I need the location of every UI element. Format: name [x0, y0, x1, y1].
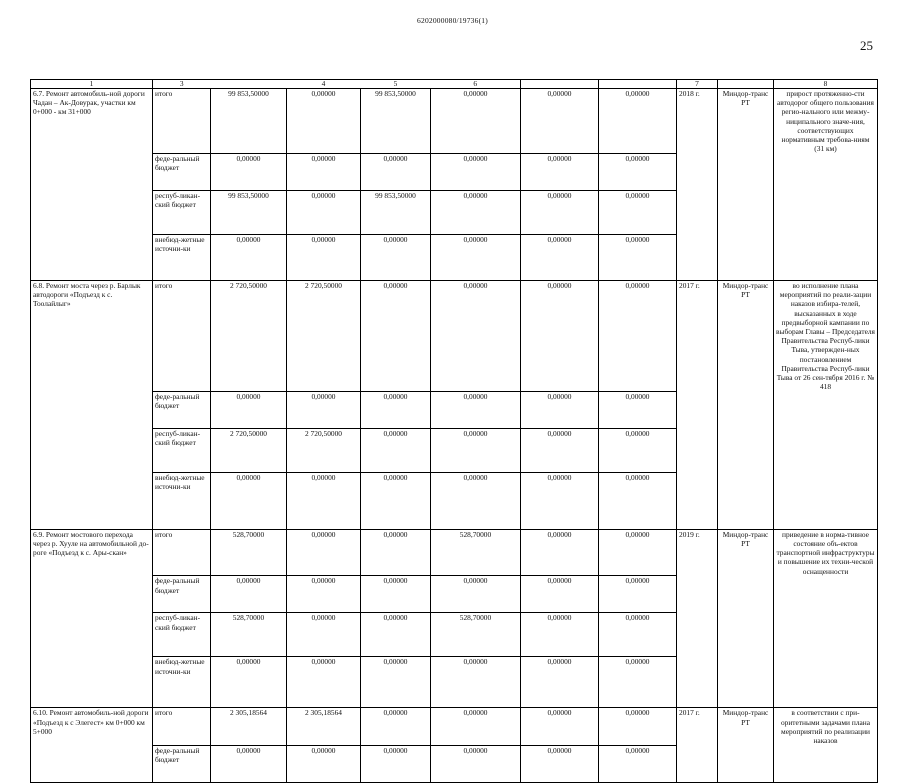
amount-cell: 0,00000: [431, 280, 521, 391]
year-cell: [677, 428, 718, 472]
result-cell: [774, 613, 878, 657]
year-cell: [677, 153, 718, 190]
amount-cell: 0,00000: [361, 657, 431, 708]
executor-cell: [718, 576, 774, 613]
executor-cell: [718, 153, 774, 190]
result-cell: [774, 190, 878, 234]
amount-cell: 0,00000: [287, 529, 361, 576]
executor-cell: [718, 391, 774, 428]
event-name-cell: [31, 391, 153, 428]
event-name-cell: 6.7. Ремонт автомобиль-ной дороги Чадан – Ак-Довурак, участки км 0+000 - км 31+000: [31, 89, 153, 154]
amount-cell: 0,00000: [521, 708, 599, 745]
event-name-cell: [31, 428, 153, 472]
table-row: [31, 576, 878, 613]
result-cell: во исполнение плана мероприятий по реали-зации наказов избира-телей, высказанных в ходе предвыборной кампании по выборам Главы – Председателя Правительства Респуб-лики Тыва, утвержден-ных постановлением Правительства Респуб-лики Тыва от 26 сен-тября 2016 г. № 418: [774, 280, 878, 391]
amount-cell: 0,00000: [287, 657, 361, 708]
column-number: 6: [431, 80, 521, 89]
column-number: 4: [287, 80, 361, 89]
amount-cell: 0,00000: [599, 708, 677, 745]
executor-cell: [718, 613, 774, 657]
funding-source-label: феде-ральный бюджет: [153, 391, 211, 428]
amount-cell: 0,00000: [599, 472, 677, 529]
year-cell: [677, 576, 718, 613]
amount-cell: 0,00000: [599, 428, 677, 472]
amount-cell: 0,00000: [287, 391, 361, 428]
amount-cell: 0,00000: [287, 190, 361, 234]
result-cell: [774, 234, 878, 280]
table-row: [31, 190, 878, 234]
amount-cell: 0,00000: [287, 576, 361, 613]
year-cell: 2017 г.: [677, 708, 718, 745]
header-cell: [211, 80, 287, 89]
column-number: 3: [153, 80, 211, 89]
funding-source-label: итого: [153, 280, 211, 391]
program-table: [30, 79, 878, 783]
funding-source-label: респуб-ликан-ский бюджет: [153, 613, 211, 657]
amount-cell: 0,00000: [521, 391, 599, 428]
event-name-cell: [31, 745, 153, 782]
amount-cell: 0,00000: [211, 391, 287, 428]
amount-cell: 0,00000: [361, 428, 431, 472]
funding-source-label: феде-ральный бюджет: [153, 153, 211, 190]
amount-cell: 0,00000: [361, 472, 431, 529]
column-number: 1: [31, 80, 153, 89]
result-cell: [774, 391, 878, 428]
table-row: [31, 472, 878, 529]
event-name-cell: [31, 153, 153, 190]
amount-cell: 528,70000: [211, 613, 287, 657]
executor-cell: [718, 234, 774, 280]
table-row: [31, 708, 878, 745]
amount-cell: 0,00000: [521, 657, 599, 708]
amount-cell: 0,00000: [361, 576, 431, 613]
executor-cell: [718, 190, 774, 234]
header-cell: [521, 80, 599, 89]
amount-cell: 0,00000: [287, 153, 361, 190]
amount-cell: 99 853,50000: [361, 89, 431, 154]
amount-cell: 528,70000: [431, 529, 521, 576]
executor-cell: Миндор-транс РТ: [718, 708, 774, 745]
event-name-cell: [31, 190, 153, 234]
amount-cell: 0,00000: [521, 472, 599, 529]
amount-cell: 2 720,50000: [287, 428, 361, 472]
result-cell: [774, 428, 878, 472]
amount-cell: 0,00000: [521, 745, 599, 782]
event-name-cell: 6.9. Ремонт мостового перехода через р. Хууле на автомобильной до-роге «Подъезд к с. Ары-скан»: [31, 529, 153, 576]
funding-source-label: внебюд-жетные источни-ки: [153, 234, 211, 280]
executor-cell: [718, 472, 774, 529]
amount-cell: 0,00000: [361, 391, 431, 428]
event-name-cell: 6.10. Ремонт автомобиль-ной дороги «Подъезд к с Элегест» км 0+000 км 5+000: [31, 708, 153, 745]
amount-cell: 0,00000: [521, 613, 599, 657]
amount-cell: 0,00000: [521, 190, 599, 234]
amount-cell: 0,00000: [431, 153, 521, 190]
year-cell: 2019 г.: [677, 529, 718, 576]
header-cell: [718, 80, 774, 89]
year-cell: [677, 391, 718, 428]
funding-source-label: внебюд-жетные источни-ки: [153, 472, 211, 529]
amount-cell: 0,00000: [599, 613, 677, 657]
table-row: [31, 234, 878, 280]
amount-cell: 0,00000: [211, 153, 287, 190]
amount-cell: 0,00000: [521, 529, 599, 576]
amount-cell: 0,00000: [431, 234, 521, 280]
amount-cell: 0,00000: [361, 280, 431, 391]
amount-cell: 99 853,50000: [361, 190, 431, 234]
amount-cell: 99 853,50000: [211, 89, 287, 154]
table-row: [31, 153, 878, 190]
column-number: 5: [361, 80, 431, 89]
year-cell: [677, 234, 718, 280]
column-number: 8: [774, 80, 878, 89]
executor-cell: Миндор-транс РТ: [718, 529, 774, 576]
amount-cell: 0,00000: [521, 234, 599, 280]
table-row: [31, 391, 878, 428]
amount-cell: 0,00000: [599, 234, 677, 280]
amount-cell: 0,00000: [211, 234, 287, 280]
result-cell: [774, 657, 878, 708]
amount-cell: 0,00000: [599, 576, 677, 613]
header-cell: [599, 80, 677, 89]
amount-cell: 0,00000: [361, 529, 431, 576]
amount-cell: 0,00000: [599, 89, 677, 154]
amount-cell: 528,70000: [211, 529, 287, 576]
amount-cell: 0,00000: [211, 472, 287, 529]
table-row: [31, 89, 878, 154]
funding-source-label: внебюд-жетные источни-ки: [153, 657, 211, 708]
amount-cell: 0,00000: [211, 576, 287, 613]
amount-cell: 0,00000: [211, 657, 287, 708]
year-cell: 2017 г.: [677, 280, 718, 391]
result-cell: прирост протяженно-сти автодорог общего пользования регио-нального или межму-ниципального значе-ния, соответствующих нормативным требова-ниям (31 км): [774, 89, 878, 154]
amount-cell: 0,00000: [431, 391, 521, 428]
result-cell: [774, 153, 878, 190]
funding-source-label: итого: [153, 89, 211, 154]
amount-cell: 0,00000: [431, 657, 521, 708]
executor-cell: Миндор-транс РТ: [718, 280, 774, 391]
amount-cell: 2 720,50000: [211, 280, 287, 391]
amount-cell: 0,00000: [287, 745, 361, 782]
amount-cell: 0,00000: [521, 280, 599, 391]
event-name-cell: [31, 657, 153, 708]
funding-source-label: респуб-ликан-ский бюджет: [153, 428, 211, 472]
amount-cell: 0,00000: [599, 745, 677, 782]
amount-cell: 0,00000: [361, 613, 431, 657]
amount-cell: 0,00000: [361, 745, 431, 782]
amount-cell: 0,00000: [431, 472, 521, 529]
table-row: [31, 657, 878, 708]
result-cell: [774, 745, 878, 782]
amount-cell: 0,00000: [431, 745, 521, 782]
amount-cell: 0,00000: [361, 234, 431, 280]
amount-cell: 0,00000: [521, 428, 599, 472]
year-cell: 2018 г.: [677, 89, 718, 154]
executor-cell: Миндор-транс РТ: [718, 89, 774, 154]
executor-cell: [718, 428, 774, 472]
amount-cell: 0,00000: [599, 280, 677, 391]
event-name-cell: [31, 613, 153, 657]
table-row: [31, 280, 878, 391]
event-name-cell: [31, 576, 153, 613]
amount-cell: 0,00000: [431, 190, 521, 234]
amount-cell: 0,00000: [287, 472, 361, 529]
amount-cell: 2 305,18564: [211, 708, 287, 745]
year-cell: [677, 190, 718, 234]
table-row: [31, 529, 878, 576]
amount-cell: 0,00000: [431, 428, 521, 472]
event-name-cell: [31, 234, 153, 280]
document-id: 6202000080/19736(1): [417, 16, 488, 25]
page-number: 25: [860, 38, 873, 53]
funding-source-label: респуб-ликан-ский бюджет: [153, 190, 211, 234]
amount-cell: 0,00000: [431, 708, 521, 745]
result-cell: в соответствии с при-оритетными задачами плана мероприятий по реализации наказов: [774, 708, 878, 745]
table-row: [31, 745, 878, 782]
amount-cell: 0,00000: [431, 576, 521, 613]
amount-cell: 0,00000: [211, 745, 287, 782]
year-cell: [677, 472, 718, 529]
result-cell: [774, 576, 878, 613]
table-row: [31, 613, 878, 657]
amount-cell: 2 305,18564: [287, 708, 361, 745]
table-row: [31, 428, 878, 472]
result-cell: [774, 472, 878, 529]
amount-cell: 2 720,50000: [211, 428, 287, 472]
executor-cell: [718, 657, 774, 708]
funding-source-label: итого: [153, 708, 211, 745]
year-cell: [677, 745, 718, 782]
amount-cell: 0,00000: [287, 89, 361, 154]
result-cell: приведение в норма-тивное состояние объ-ектов транспортной инфраструктуры и повышение их техни-ческой оснащенности: [774, 529, 878, 576]
amount-cell: 528,70000: [431, 613, 521, 657]
column-number-row: [31, 80, 878, 89]
event-name-cell: 6.8. Ремонт моста через р. Барлык автодороги «Подъезд к с. Тоолайлыг»: [31, 280, 153, 391]
amount-cell: 0,00000: [599, 190, 677, 234]
amount-cell: 0,00000: [361, 153, 431, 190]
amount-cell: 0,00000: [521, 89, 599, 154]
funding-source-label: феде-ральный бюджет: [153, 745, 211, 782]
amount-cell: 0,00000: [599, 153, 677, 190]
amount-cell: 99 853,50000: [211, 190, 287, 234]
amount-cell: 0,00000: [599, 391, 677, 428]
amount-cell: 2 720,50000: [287, 280, 361, 391]
amount-cell: 0,00000: [599, 529, 677, 576]
event-name-cell: [31, 472, 153, 529]
funding-source-label: феде-ральный бюджет: [153, 576, 211, 613]
amount-cell: 0,00000: [599, 657, 677, 708]
amount-cell: 0,00000: [521, 576, 599, 613]
year-cell: [677, 657, 718, 708]
year-cell: [677, 613, 718, 657]
amount-cell: 0,00000: [521, 153, 599, 190]
amount-cell: 0,00000: [431, 89, 521, 154]
amount-cell: 0,00000: [287, 613, 361, 657]
funding-source-label: итого: [153, 529, 211, 576]
executor-cell: [718, 745, 774, 782]
amount-cell: 0,00000: [361, 708, 431, 745]
column-number: 7: [677, 80, 718, 89]
amount-cell: 0,00000: [287, 234, 361, 280]
